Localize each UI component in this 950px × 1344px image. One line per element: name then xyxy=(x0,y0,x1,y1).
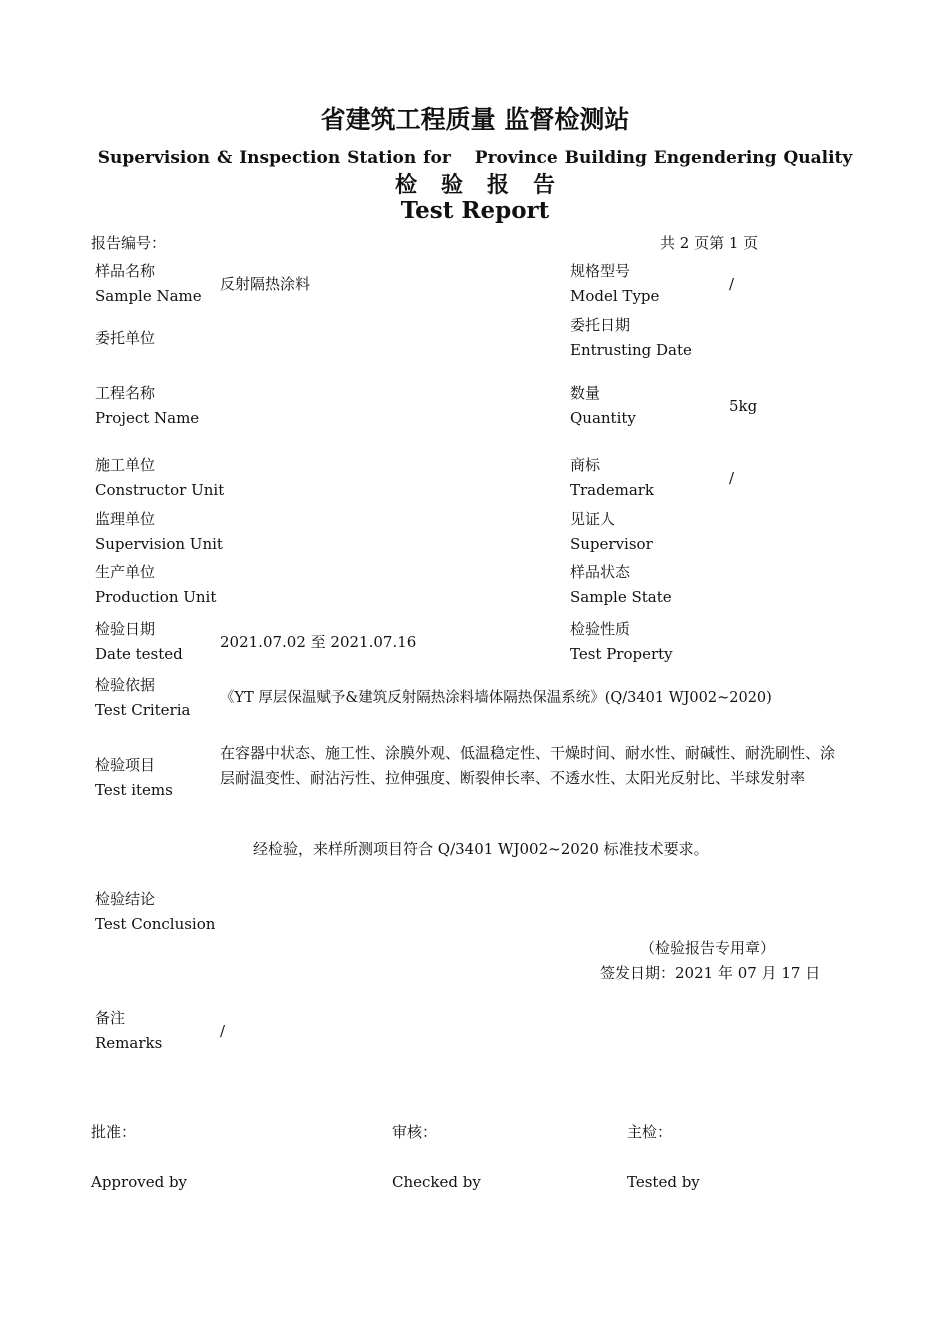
conclusion-text: 经检验，来样所测项目符合 Q/3401 WJ002~2020 标准技术要求。 xyxy=(253,840,709,858)
production-unit-label: 生产单位 Production Unit xyxy=(95,563,217,606)
org-title-en xyxy=(0,148,950,168)
constructor-unit-label: 施工单位 Constructor Unit xyxy=(95,456,225,499)
model-type-label: 规格型号 Model Type xyxy=(570,262,660,305)
org-title-en-part1: Supervision & Inspection Station for xyxy=(97,148,451,168)
entrusting-date-label: 委托日期 Entrusting Date xyxy=(570,316,692,359)
test-criteria-value: 《YT 厚层保温赋予&建筑反射隔热涂料墙体隔热保温系统》(Q/3401 WJ002~2020) xyxy=(220,690,772,706)
client-label: 委托单位 xyxy=(95,329,156,347)
date-tested-label: 检验日期 Date tested xyxy=(95,620,183,663)
date-tested-value: 2021.07.02 至 2021.07.16 xyxy=(220,633,417,651)
checked-by-label-cn: 审核： xyxy=(392,1123,438,1141)
report-title-en: Test Report xyxy=(400,197,550,224)
report-title-cn: 检验报告 xyxy=(394,172,579,198)
approved-by-label-en: Approved by xyxy=(91,1173,188,1191)
project-name-label: 工程名称 Project Name xyxy=(95,384,200,427)
supervisor-label: 见证人 Supervisor xyxy=(570,510,653,553)
sample-name-label: 样品名称 Sample Name xyxy=(95,262,202,305)
report-number-label: 报告编号： xyxy=(91,234,167,252)
page-info: 共 2 页第 1 页 xyxy=(660,234,759,252)
remarks-value: / xyxy=(220,1022,226,1040)
issue-date: 签发日期：2021 年 07 月 17 日 xyxy=(600,964,821,982)
org-title-en-part2: Province Building Engendering Quality xyxy=(474,148,853,168)
tested-by-label-en: Tested by xyxy=(627,1173,700,1191)
trademark-value: / xyxy=(729,469,735,487)
trademark-label: 商标 Trademark xyxy=(570,456,655,499)
stamp-note: （检验报告专用章） xyxy=(640,939,776,957)
test-property-label: 检验性质 Test Property xyxy=(570,620,673,663)
supervision-unit-label: 监理单位 Supervision Unit xyxy=(95,510,223,553)
quantity-label: 数量 Quantity xyxy=(570,384,636,427)
model-type-value: / xyxy=(729,275,735,293)
quantity-value: 5kg xyxy=(729,397,758,415)
test-items-value: 在容器中状态、施工性、涂膜外观、低温稳定性、干燥时间、耐水性、耐碱性、耐洗刷性、涂层耐温变性、耐沾污性、拉伸强度、断裂伸长率、不透水性、太阳光反射比、半球发射率 xyxy=(220,744,836,787)
tested-by-label-cn: 主检： xyxy=(627,1123,673,1141)
approved-by-label-cn: 批准： xyxy=(91,1123,137,1141)
test-conclusion-label: 检验结论 Test Conclusion xyxy=(95,890,216,933)
checked-by-label-en: Checked by xyxy=(392,1173,481,1191)
sample-state-label: 样品状态 Sample State xyxy=(570,563,672,606)
org-title-cn: 省建筑工程质量 监督检测站 xyxy=(320,105,630,134)
remarks-label: 备注 Remarks xyxy=(95,1009,163,1052)
test-items-label: 检验项目 Test items xyxy=(95,756,173,799)
test-criteria-label: 检验依据 Test Criteria xyxy=(95,676,191,719)
sample-name-value: 反射隔热涂料 xyxy=(220,275,311,293)
